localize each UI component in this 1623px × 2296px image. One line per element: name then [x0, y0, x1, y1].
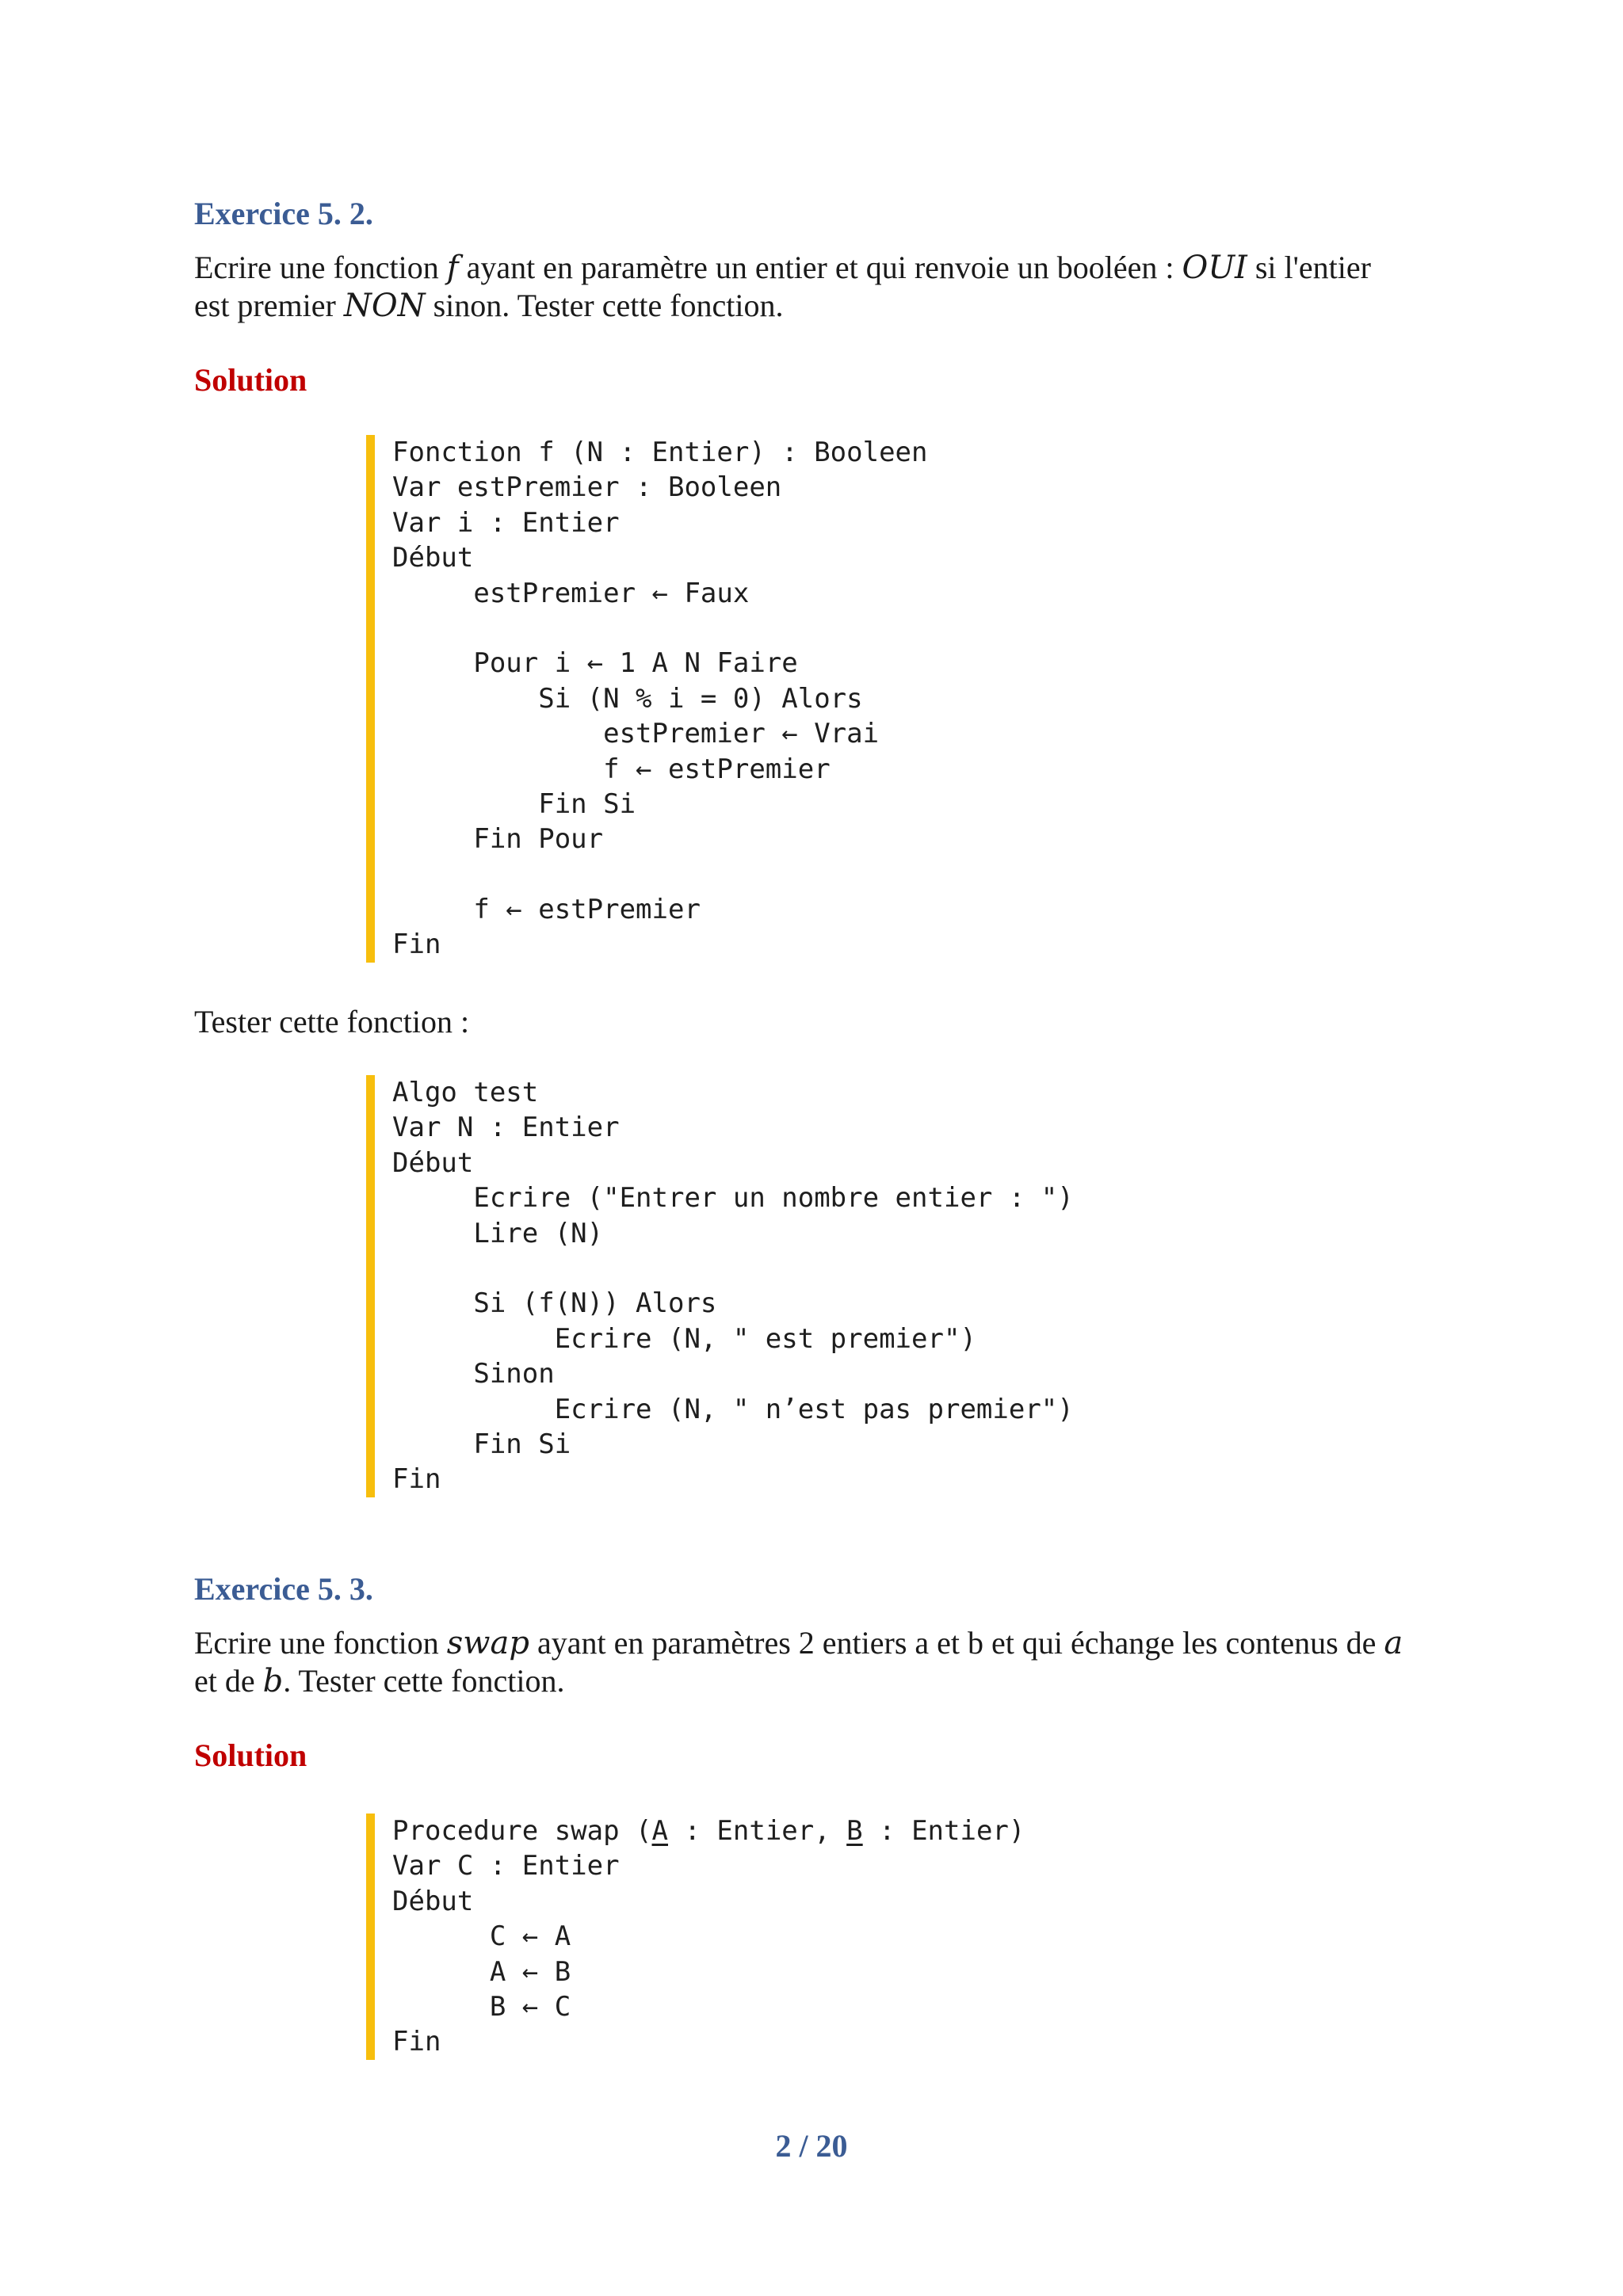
- statement-text: Ecrire une fonction: [194, 1625, 447, 1661]
- code-line: Algo test: [392, 1077, 539, 1108]
- math-variable: f: [446, 250, 459, 286]
- code-line: [392, 1814, 1025, 1848]
- code-line: estPremier ← Vrai: [392, 718, 880, 750]
- statement-text: et de: [194, 1663, 263, 1699]
- code-block-test: [366, 1075, 1074, 1497]
- solution-heading: Solution: [194, 362, 307, 398]
- code-line: Var C : Entier: [392, 1850, 620, 1882]
- code-block-function: [366, 435, 928, 963]
- code-line: Var estPremier : Booleen: [392, 471, 782, 504]
- code-line: f ← estPremier: [392, 894, 701, 926]
- page-number: 2 / 20: [775, 2128, 848, 2164]
- code-line: estPremier ← Faux: [392, 577, 750, 609]
- statement-text: si l'entier: [1247, 250, 1371, 285]
- code-param: B: [846, 1815, 863, 1847]
- code-line: Ecrire ("Entrer un nombre entier : "): [392, 1182, 1074, 1215]
- solution-heading: Solution: [194, 1737, 307, 1773]
- exercise-heading: Exercice 5. 2.: [194, 196, 373, 231]
- math-variable: a: [1384, 1625, 1403, 1661]
- code-line: C ← A: [392, 1920, 571, 1953]
- code-line: A ← B: [392, 1955, 571, 1988]
- code-line: f ← estPremier: [392, 753, 831, 785]
- math-variable: NON: [343, 288, 426, 324]
- statement-text: ayant en paramètre un entier et qui renvoie un booléen :: [458, 250, 1182, 285]
- code-line: Var i : Entier: [392, 506, 620, 539]
- math-variable: OUI: [1182, 250, 1247, 286]
- statement-line: [194, 1662, 1446, 1700]
- code-line: Début: [392, 1885, 474, 1917]
- code-line: Fin: [392, 929, 441, 961]
- code-line: Sinon: [392, 1358, 555, 1390]
- math-variable: b: [262, 1663, 284, 1699]
- statement-line: [194, 249, 1446, 287]
- code-line: Lire (N): [392, 1217, 604, 1249]
- code-line: Début: [392, 542, 474, 574]
- code-line: Fonction f (N : Entier) : Booleen: [392, 437, 928, 468]
- code-line: Var N : Entier: [392, 1112, 620, 1144]
- exercise-statement: [194, 249, 1446, 325]
- code-token: : Entier): [862, 1815, 1025, 1847]
- code-line: Fin: [392, 2026, 441, 2058]
- code-line: [392, 857, 928, 892]
- code-line: Fin Si: [392, 1428, 571, 1460]
- exercise-statement: [194, 1624, 1446, 1700]
- statement-text: . Tester cette fonction.: [283, 1663, 565, 1699]
- code-token: Procedure swap (: [392, 1815, 652, 1847]
- exercise-heading: Exercice 5. 3.: [194, 1571, 373, 1607]
- statement-line: [194, 1624, 1446, 1662]
- code-param: A: [651, 1815, 668, 1847]
- test-intro-text: Tester cette fonction :: [194, 1004, 470, 1039]
- math-variable: swap: [446, 1625, 529, 1661]
- code-line: Pour i ← 1 A N Faire: [392, 647, 798, 680]
- code-line: Ecrire (N, " n’est pas premier"): [392, 1393, 1074, 1425]
- code-line: Si (N % i = 0) Alors: [392, 682, 863, 715]
- statement-text: Ecrire une fonction: [194, 250, 447, 285]
- code-line: B ← C: [392, 1990, 571, 2023]
- statement-text: ayant en paramètres 2 entiers a et b et qui échange les contenus de: [529, 1625, 1384, 1661]
- code-line: [392, 1251, 1074, 1286]
- statement-line: [194, 287, 1446, 325]
- code-line: Fin: [392, 1463, 441, 1496]
- code-line: Début: [392, 1146, 474, 1179]
- code-token: : Entier,: [668, 1815, 847, 1847]
- code-line: Fin Pour: [392, 823, 604, 856]
- statement-text: sinon. Tester cette fonction.: [425, 288, 784, 323]
- code-block-swap: [366, 1814, 1025, 2060]
- statement-text: est premier: [194, 288, 344, 323]
- code-line: Si (f(N)) Alors: [392, 1287, 717, 1320]
- code-line: Fin Si: [392, 788, 636, 820]
- code-line: [392, 611, 928, 646]
- code-line: Ecrire (N, " est premier"): [392, 1322, 976, 1355]
